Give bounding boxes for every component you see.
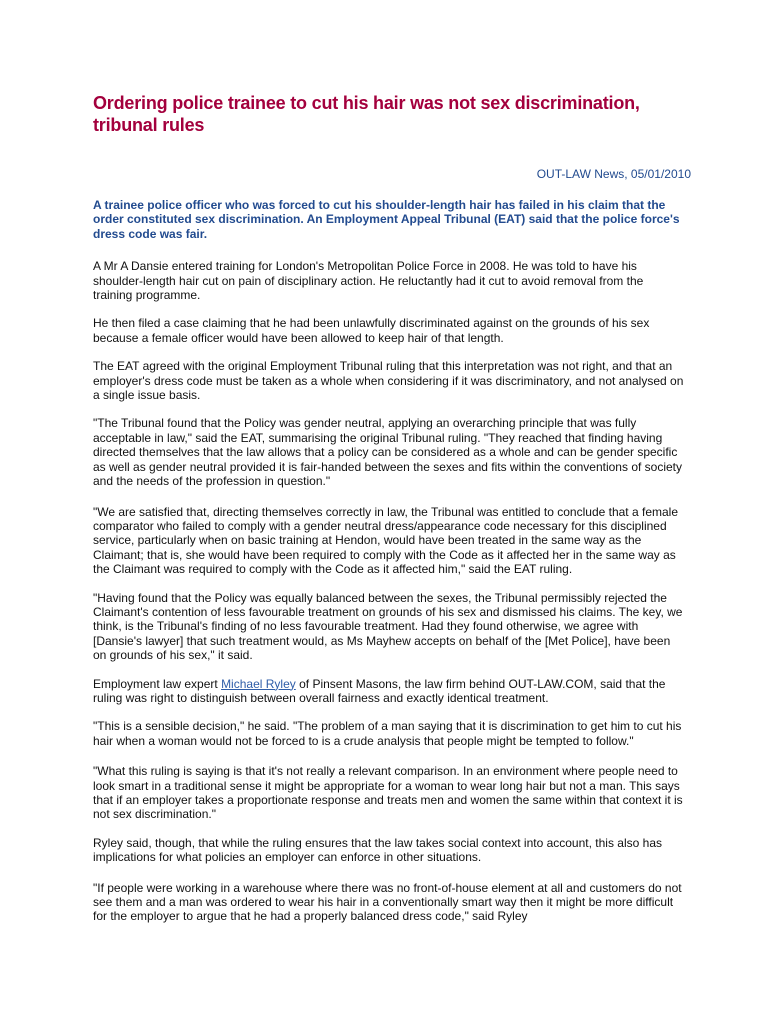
article-paragraph-5: "We are satisfied that, directing themselves correctly in law, the Tribunal was entitled to conclude that a female comparator who failed to comply with a gender neutral dress/appearance code necessary for this disciplined service, particularly when on basic training at Hendon, would have been treated in the same way as the Claimant; that is, she would have been required to comply with the Code as it affected her in the same way as the Claimant was required to comply with the Code as it affected him," said the EAT ruling. — [93, 504, 678, 577]
article-paragraph-expert — [93, 677, 693, 706]
article-paragraph-1: A Mr A Dansie entered training for London's Metropolitan Police Force in 2008. He was told to have his shoulder-length hair cut on pain of disciplinary action. He reluctantly had it cut to avoid removal from the training programme. — [93, 259, 644, 303]
article-paragraph-10: Ryley said, though, that while the ruling ensures that the law takes social context into account, this also has implications for what policies an employer can enforce in other situations. — [93, 835, 662, 865]
article — [93, 92, 693, 924]
article-paragraph-11: "If people were working in a warehouse where there was no front-of-house element at all and customers do not see them and a man was ordered to wear his hair in a conventionally smart way then it might be more difficult for the employer to argue that he had a properly balanced dress code," said Ryley — [93, 880, 682, 924]
article-lead: A trainee police officer who was forced to cut his shoulder-length hair has failed in his claim that the order constituted sex discrimination. An Employment Appeal Tribunal (EAT) said that the police force's dress code was fair. — [93, 198, 680, 241]
expert-text-after: of Pinsent Masons, the law firm behind OUT-LAW.COM, said that the ruling was right to distinguish between overall fairness and exactly identical treatment. — [93, 676, 666, 705]
article-paragraph-9: "What this ruling is saying is that it's not really a relevant comparison. In an environment where people need to look smart in a traditional sense it might be appropriate for a woman to wear long hair but not a man. This says that if an employer takes a proportionate response and treats men and women the same within that context it is not sex discrimination." — [93, 764, 683, 822]
article-paragraph-6: "Having found that the Policy was equally balanced between the sexes, the Tribunal permissibly rejected the Claimant's contention of less favourable treatment on grounds of his sex and dismissed his claims. The key, we think, is the Tribunal's finding of no less favourable treatment. Had they found otherwise, we agree with [Dansie's lawyer] that such treatment would, as Ms Mayhew accepts on behalf of the [Met Police], have been on grounds of his sex," it said. — [93, 590, 683, 663]
article-headline: Ordering police trainee to cut his hair was not sex discrimination, tribunal rules — [93, 93, 640, 135]
article-paragraph-2: He then filed a case claiming that he had been unlawfully discriminated against on the grounds of his sex because a female officer would have been allowed to keep hair of that length. — [93, 316, 650, 345]
article-paragraph-3: The EAT agreed with the original Employment Tribunal ruling that this interpretation was not right, and that an employer's dress code must be taken as a whole when considering if it was discriminatory, and not analysed on a single issue basis. — [93, 359, 684, 403]
article-byline: OUT-LAW News, 05/01/2010 — [536, 167, 691, 181]
article-paragraph-8: "This is a sensible decision," he said. "The problem of a man saying that it is discrimination to get him to cut his hair when a woman would not be forced to is a crude analysis that people might be tempted to follow." — [93, 719, 682, 748]
expert-text-before: Employment law expert — [93, 676, 222, 691]
michael-ryley-link[interactable]: Michael Ryley — [221, 676, 296, 691]
article-paragraph-4: "The Tribunal found that the Policy was gender neutral, applying an overarching principle that was fully acceptable in law," said the EAT, summarising the original Tribunal ruling. "They reached that finding having directed themselves that the law allows that a policy can be considered as a whole and can be gender specific as well as gender neutral provided it is fair-handed between the sexes and fits within the conventions of society and the needs of the profession in question." — [93, 416, 683, 489]
